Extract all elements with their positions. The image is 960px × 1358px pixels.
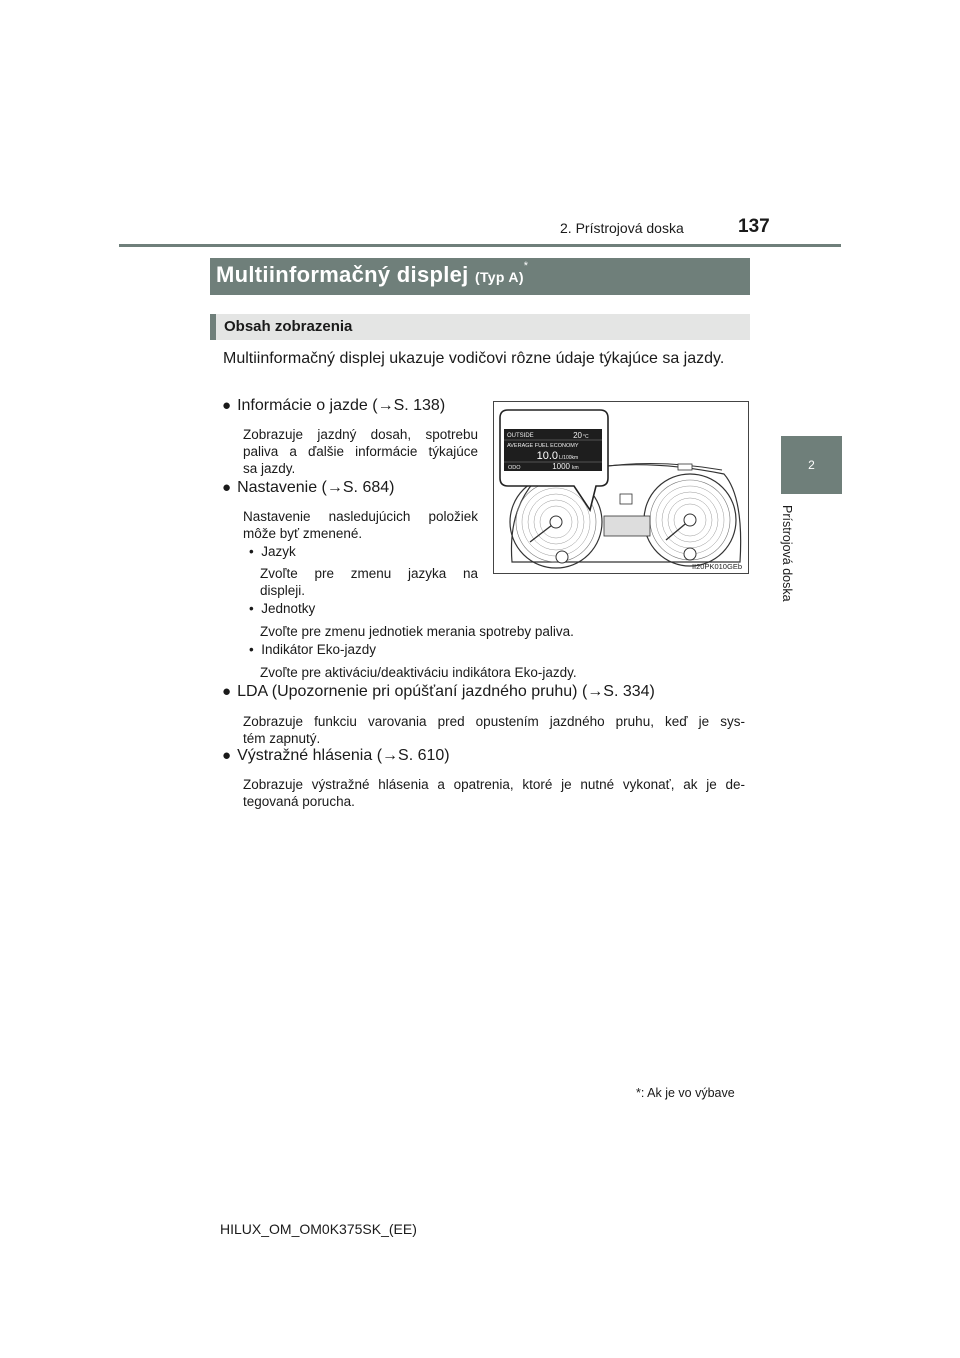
sub-list-item: • Jazyk <box>249 544 296 559</box>
outside-temp-label: OUTSIDE <box>507 433 534 439</box>
sub-list-item: • Indikátor Eko-jazdy <box>249 642 377 657</box>
sub-item-description: Zvoľte pre zmenu jazyka na displeji. <box>260 566 478 598</box>
running-header-section: 2. Prístrojová doska <box>560 220 684 236</box>
footnote: *: Ak je vo výbave <box>636 1086 735 1100</box>
instrument-cluster-figure <box>493 401 749 574</box>
chapter-tab <box>781 436 842 494</box>
item-description: Zobrazuje výstražné hlásenia a opatrenia, ktoré je nutné vykonať, ak je de- tegovaná porucha. <box>243 777 745 809</box>
item-description: Nastavenie nasledujúcich položiek môže byť zmenené. <box>243 509 478 541</box>
center-display <box>604 516 650 536</box>
sub-list-item: • Jednotky <box>249 601 316 616</box>
odo-value: 1000 <box>552 462 570 471</box>
bullet-icon: ● <box>222 397 232 414</box>
bullet-item-warnings: ● Výstražné hlásenia (→S. 610) <box>222 747 450 764</box>
section-title-bar <box>210 258 750 295</box>
cluster-illustration <box>494 402 748 573</box>
sub-item-description: Zvoľte pre aktiváciu/deaktiváciu indikátora Eko-jazdy. <box>260 665 577 680</box>
odo-label: ODO <box>508 465 521 471</box>
avg-fuel-label: AVERAGE FUEL ECONOMY <box>507 443 579 449</box>
chapter-tab-label: Prístrojová doska <box>780 505 794 602</box>
header-rule <box>119 244 841 247</box>
chapter-number: 2 <box>808 458 815 472</box>
avg-fuel-value: 10.0 <box>536 450 558 462</box>
page-number: 137 <box>738 216 770 237</box>
subheader-bar <box>210 314 750 340</box>
document-code-footer: HILUX_OM_OM0K375SK_(EE) <box>220 1221 417 1237</box>
sub-item-description: Zvoľte pre zmenu jednotiek merania spotreby paliva. <box>260 624 574 639</box>
bullet-item-lda: ● LDA (Upozornenie pri opúšťaní jazdného pruhu) (→S. 334) <box>222 683 655 700</box>
subheader-title: Obsah zobrazenia <box>224 318 353 335</box>
bullet-icon: ● <box>222 747 232 764</box>
bullet-icon: ● <box>222 683 232 700</box>
footnote-mark: * <box>523 260 529 272</box>
intro-paragraph: Multiinformačný displej ukazuje vodičovi rôzne údaje týkajúce sa jazdy. <box>223 350 725 367</box>
outside-temp-value: 20 <box>573 431 582 440</box>
section-title: Multiinformačný displej (Typ A)* <box>216 260 529 287</box>
avg-fuel-unit: L/100km <box>559 455 579 461</box>
title-variant: (Typ A) <box>475 269 524 285</box>
footnote-asterisk: * <box>636 1086 641 1100</box>
figure-code: II20PK010GEb <box>691 562 742 571</box>
bullet-icon: ● <box>222 479 232 496</box>
bullet-item-settings: ● Nastavenie (→S. 684) <box>222 479 395 496</box>
item-description: Zobrazuje funkciu varovania pred opustením jazdného pruhu, keď je sys- tém zapnutý. <box>243 714 745 746</box>
bullet-item-trip-info: ● Informácie o jazde (→S. 138) <box>222 397 446 414</box>
item-description: Zobrazuje jazdný dosah, spotrebu paliva a ďalšie informácie týkajúce sa jazdy. <box>243 427 478 476</box>
odo-unit: km <box>572 465 579 471</box>
outside-temp-unit: °C <box>583 434 589 440</box>
